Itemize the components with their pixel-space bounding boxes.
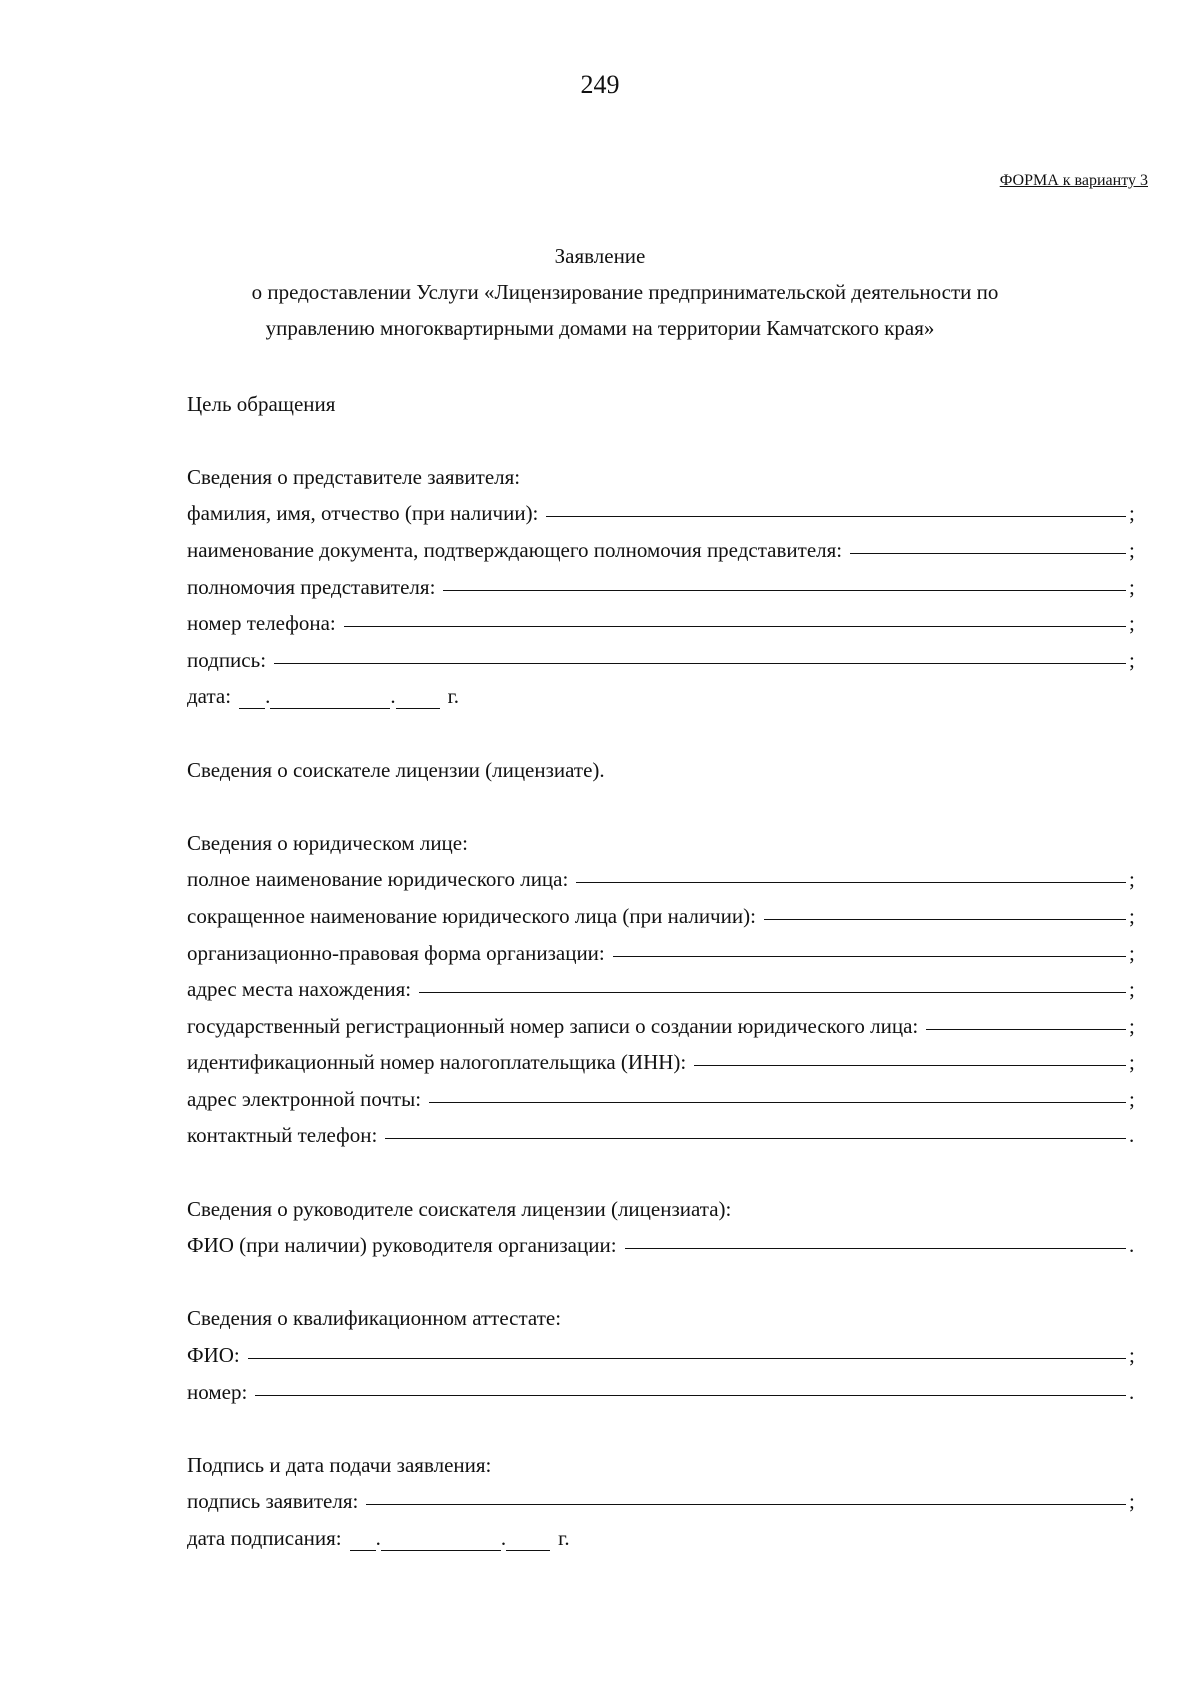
sign-date-year-field[interactable] xyxy=(506,1532,550,1551)
purpose-heading: Цель обращения xyxy=(187,391,336,416)
sign-date-year-suffix: г. xyxy=(558,1526,570,1550)
rep-powers-row: полномочия представителя: ; xyxy=(187,574,1135,599)
le-address-row: адрес места нахождения: ; xyxy=(187,977,1135,1002)
le-full-name-field[interactable] xyxy=(576,882,1126,883)
representative-heading: Сведения о представителе заявителя: xyxy=(187,464,521,489)
rep-fio-label: фамилия, имя, отчество (при наличии): xyxy=(187,501,539,526)
head-fio-row: ФИО (при наличии) руководителя организации: . xyxy=(187,1233,1135,1258)
signing-heading: Подпись и дата подачи заявления: xyxy=(187,1452,492,1477)
le-short-name-row: сокращенное наименование юридического лица (при наличии): ; xyxy=(187,903,1135,928)
le-email-row: адрес электронной почты: ; xyxy=(187,1086,1135,1111)
rep-phone-row: номер телефона: ; xyxy=(187,611,1135,636)
sign-date-label: дата подписания: xyxy=(187,1526,342,1550)
rep-phone-label: номер телефона: xyxy=(187,611,336,636)
le-contact-phone-row: контактный телефон: . xyxy=(187,1123,1135,1148)
cert-fio-label: ФИО: xyxy=(187,1343,240,1368)
le-inn-field[interactable] xyxy=(694,1065,1126,1066)
rep-powers-field[interactable] xyxy=(443,590,1126,591)
cert-fio-row: ФИО: ; xyxy=(187,1343,1135,1368)
rep-phone-field[interactable] xyxy=(344,626,1126,627)
le-email-field[interactable] xyxy=(429,1102,1126,1103)
sign-date-month-field[interactable] xyxy=(381,1532,501,1551)
rep-doc-label: наименование документа, подтверждающего полномочия представителя: xyxy=(187,537,843,562)
rep-powers-label: полномочия представителя: xyxy=(187,574,436,599)
title-line-2: о предоставлении Услуги «Лицензирование предпринимательской деятельности по xyxy=(251,280,999,304)
le-org-form-field[interactable] xyxy=(613,956,1126,957)
rep-date-year-field[interactable] xyxy=(396,690,440,709)
le-contact-phone-label: контактный телефон: xyxy=(187,1123,378,1148)
le-ogrn-row: государственный регистрационный номер записи о создании юридического лица: ; xyxy=(187,1013,1135,1038)
rep-fio-field[interactable] xyxy=(546,516,1126,517)
rep-doc-field[interactable] xyxy=(850,553,1126,554)
le-org-form-row: организационно-правовая форма организации: ; xyxy=(187,940,1135,965)
rep-date-month-field[interactable] xyxy=(270,690,390,709)
legal-entity-heading: Сведения о юридическом лице: xyxy=(187,830,468,855)
document-title xyxy=(0,238,1200,346)
le-short-name-field[interactable] xyxy=(764,919,1126,920)
rep-date-row: дата: . . г. xyxy=(187,684,460,709)
sign-signature-row: подпись заявителя: ; xyxy=(187,1489,1135,1514)
le-inn-label: идентификационный номер налогоплательщика (ИНН): xyxy=(187,1050,687,1075)
le-inn-row: идентификационный номер налогоплательщика (ИНН): ; xyxy=(187,1050,1135,1075)
sign-date-day-field[interactable] xyxy=(350,1532,376,1551)
le-address-field[interactable] xyxy=(419,992,1126,993)
sign-date-row: дата подписания: . . г. xyxy=(187,1526,570,1550)
rep-fio-row: фамилия, имя, отчество (при наличии): ; xyxy=(187,501,1135,526)
applicant-heading: Сведения о соискателе лицензии (лицензиате). xyxy=(187,757,605,782)
head-fio-field[interactable] xyxy=(625,1248,1126,1249)
le-org-form-label: организационно-правовая форма организации: xyxy=(187,940,605,965)
rep-signature-row: подпись: ; xyxy=(187,647,1135,672)
rep-date-label: дата: xyxy=(187,684,232,709)
le-ogrn-label: государственный регистрационный номер записи о создании юридического лица: xyxy=(187,1013,919,1038)
sign-signature-field[interactable] xyxy=(366,1504,1126,1505)
rep-date-year-suffix: г. xyxy=(447,684,460,709)
le-email-label: адрес электронной почты: xyxy=(187,1086,422,1111)
rep-date-day-field[interactable] xyxy=(239,690,265,709)
cert-number-row: номер: . xyxy=(187,1379,1135,1404)
le-full-name-label: полное наименование юридического лица: xyxy=(187,867,569,892)
le-full-name-row: полное наименование юридического лица: ; xyxy=(187,867,1135,892)
title-line-3: управлению многоквартирными домами на территории Камчатского края» xyxy=(265,316,935,340)
rep-signature-label: подпись: xyxy=(187,647,267,672)
cert-number-label: номер: xyxy=(187,1379,248,1404)
sign-signature-label: подпись заявителя: xyxy=(187,1489,359,1514)
certificate-heading: Сведения о квалификационном аттестате: xyxy=(187,1306,562,1331)
le-address-label: адрес места нахождения: xyxy=(187,977,412,1002)
head-heading: Сведения о руководителе соискателя лицензии (лицензиата): xyxy=(187,1196,732,1221)
rep-doc-row: наименование документа, подтверждающего полномочия представителя: ; xyxy=(187,537,1135,562)
cert-number-field[interactable] xyxy=(255,1395,1126,1396)
rep-signature-field[interactable] xyxy=(274,663,1126,664)
le-contact-phone-field[interactable] xyxy=(385,1138,1126,1139)
head-fio-label: ФИО (при наличии) руководителя организации: xyxy=(187,1233,617,1258)
form-body xyxy=(187,380,1139,1551)
page-number: 249 xyxy=(580,70,620,99)
le-ogrn-field[interactable] xyxy=(926,1029,1126,1030)
le-short-name-label: сокращенное наименование юридического лица (при наличии): xyxy=(187,903,756,928)
cert-fio-field[interactable] xyxy=(248,1358,1126,1359)
form-reference: ФОРМА к варианту 3 xyxy=(999,172,1148,189)
title-line-1: Заявление xyxy=(554,244,646,268)
